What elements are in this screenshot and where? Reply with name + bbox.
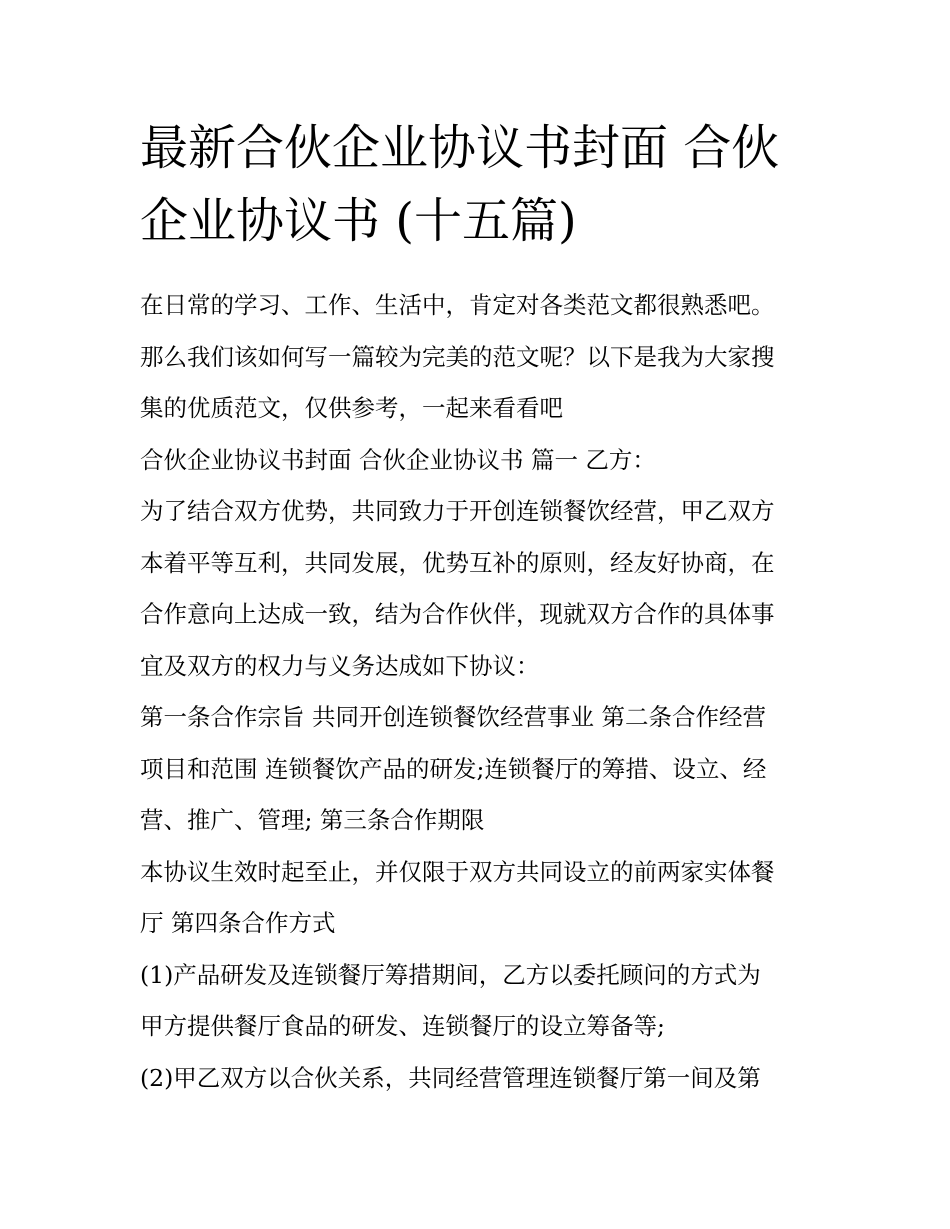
body-line: 本着平等互利，共同发展，优势互补的原则，经友好协商，在 [140, 548, 775, 577]
body-line: 合作意向上达成一致，结为合作伙伴，现就双方合作的具体事 [140, 600, 775, 628]
body-line: 厅 第四条合作方式 [140, 909, 336, 937]
body-line: 本协议生效时起至止，并仅限于双方共同设立的前两家实体餐 [140, 857, 775, 886]
body-line: 那么我们该如何写一篇较为完美的范文呢？以下是我为大家搜 [140, 342, 775, 371]
body-line: 合伙企业协议书封面 合伙企业协议书 篇一 乙方： [140, 445, 656, 474]
body-line: 宜及双方的权力与义务达成如下协议： [140, 651, 540, 680]
body-line: 营、推广、管理; 第三条合作期限 [140, 806, 485, 834]
document-body [140, 280, 820, 1104]
title-line-2: 企业协议书 (十五篇) [140, 193, 577, 249]
body-line: 项目和范围 连锁餐饮产品的研发;连锁餐厅的筹措、设立、经 [140, 754, 767, 783]
body-line: 集的优质范文，仅供参考，一起来看看吧 [140, 394, 563, 422]
body-line: 第一条合作宗旨 共同开创连锁餐饮经营事业 第二条合作经营 [140, 703, 766, 731]
title-line-1: 最新合伙企业协议书封面 合伙 [140, 120, 780, 176]
body-line: 在日常的学习、工作、生活中，肯定对各类范文都很熟悉吧。 [140, 291, 775, 319]
body-line: 甲方提供餐厅食品的研发、连锁餐厅的设立筹备等; [140, 1012, 665, 1040]
body-line: 为了结合双方优势，共同致力于开创连锁餐饮经营，甲乙双方 [140, 497, 775, 525]
body-line: (2)甲乙双方以合伙关系，共同经营管理连锁餐厅第一间及第 [140, 1063, 761, 1092]
body-line: (1)产品研发及连锁餐厅筹措期间，乙方以委托顾问的方式为 [140, 960, 761, 989]
document-title [140, 112, 820, 258]
